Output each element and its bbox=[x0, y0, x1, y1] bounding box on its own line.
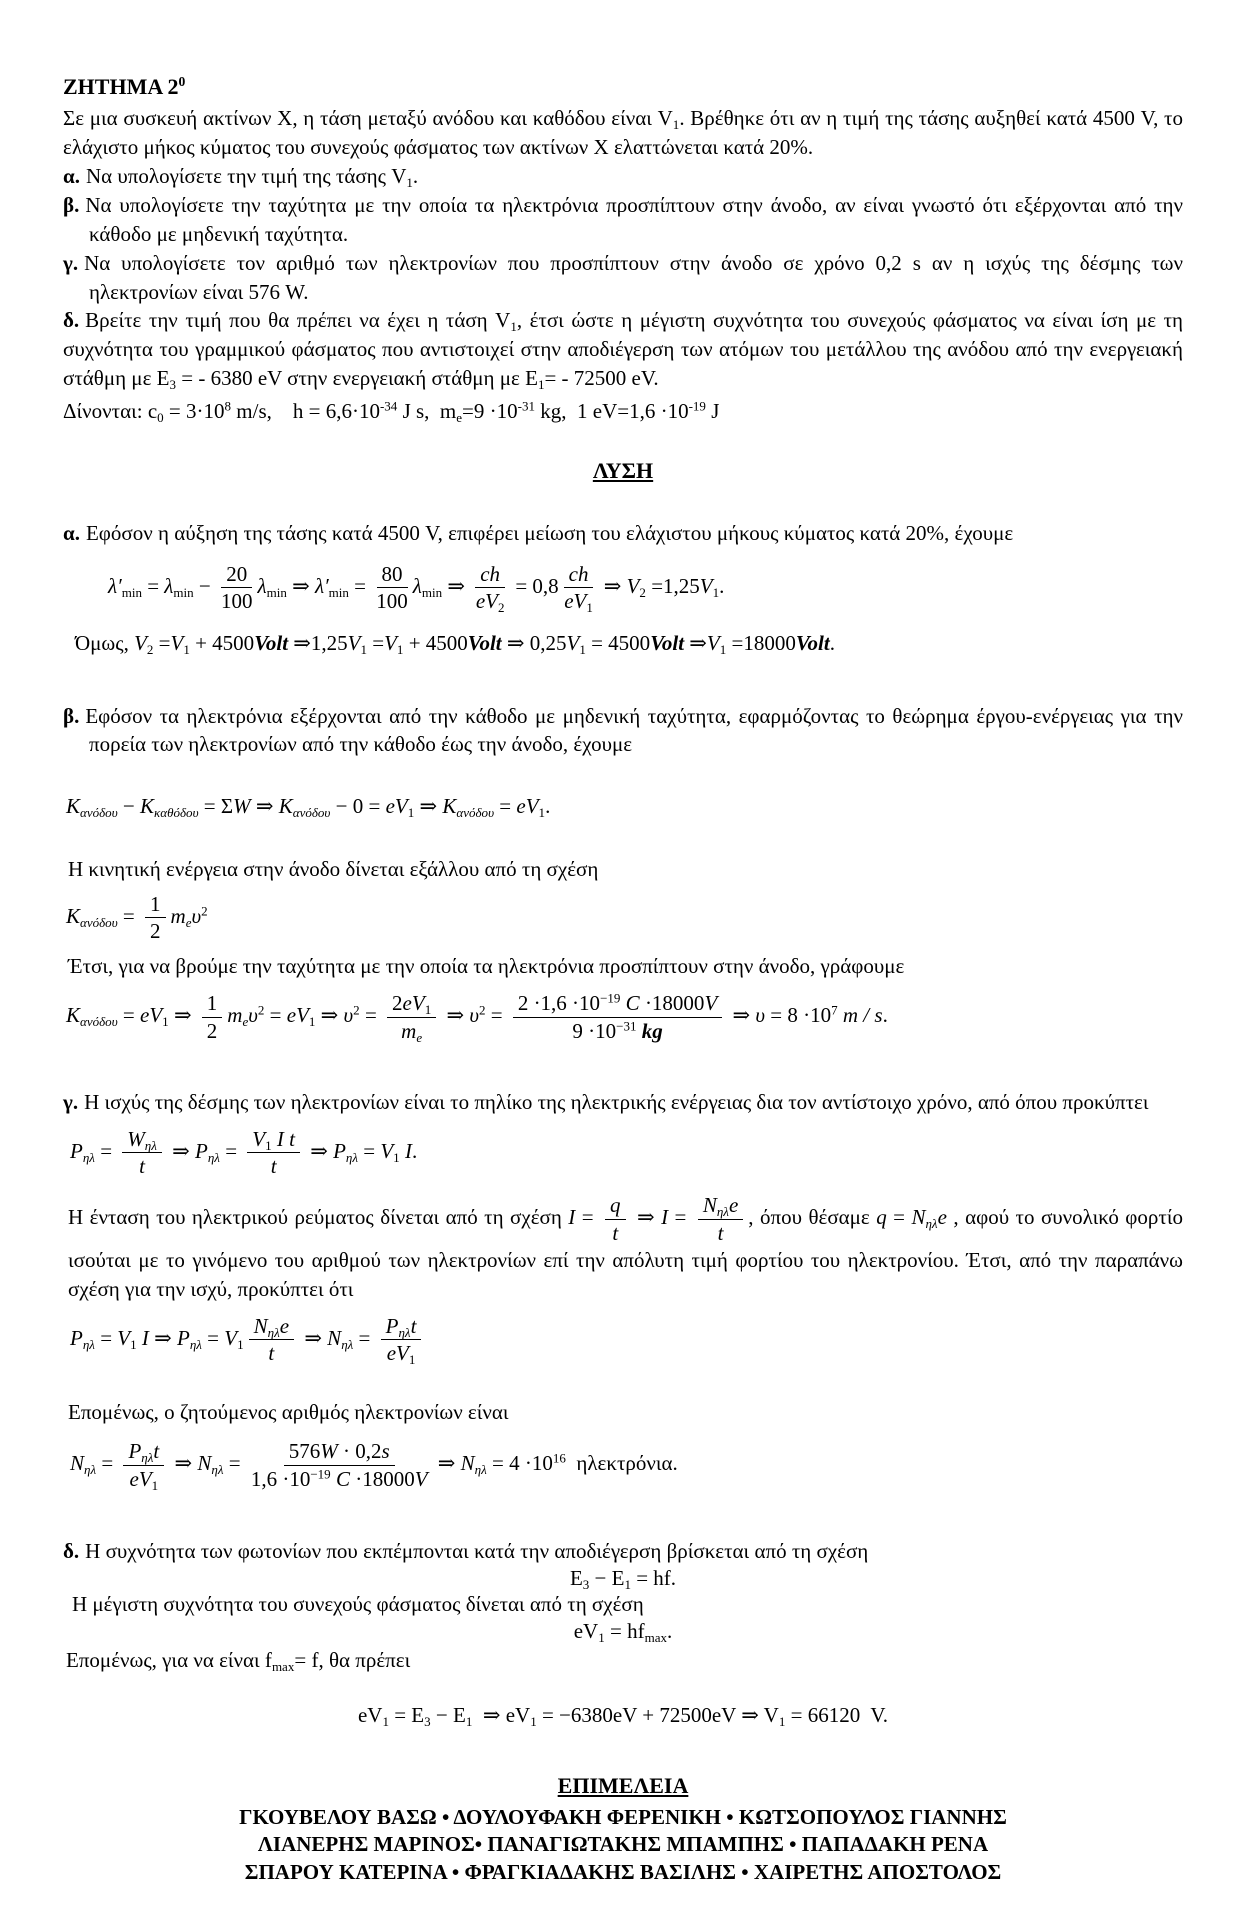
solution-c-text2: Η ένταση του ηλεκτρικού ρεύματος δίνεται από τη σχέση I = $\frac{q}{t}$ ⇒ I = $\frac{N_{\eta\lambda}e}{t}$ , όπου θέσαμε $q = N_{\eta\lambda}e$ , αφού το συνολικό φορτίο ισούται με το γινόμενο του αριθμού των ηλεκτρονίων επί την απόλυτη τιμή φορτίου του ηλεκτρονίου. Έτσι, από την παραπάνω σχέση για την ισχύ, προκύπτει ότι bbox=[68, 1193, 1184, 1301]
item-a-text: Να υπολογίσετε την τιμή της τάσης $V_1$. bbox=[85, 163, 419, 190]
formula-d1: $E_3 - E_1$ = hf. bbox=[569, 1565, 677, 1592]
solution-a-intro bbox=[63, 519, 1183, 548]
solution-b-text2: Η κινητική ενέργεια στην άνοδο δίνεται εξάλλου από τη σχέση bbox=[68, 856, 599, 881]
solution-d-intro bbox=[63, 1538, 1183, 1565]
item-c-label: γ. bbox=[63, 250, 79, 275]
credits-line-2: ΛΙΑΝΕΡΗΣ ΜΑΡΙΝΟΣ• ΠΑΝΑΓΙΩΤΑΚΗΣ ΜΠΑΜΠΗΣ • ΠΑΠΑΔΑΚΗ ΡΕΝΑ bbox=[257, 1832, 989, 1857]
problem-intro: Σε μια συσκευή ακτίνων Χ, η τάση μεταξύ ανόδου και καθόδου είναι $V_1$. Βρέθηκε ότι αν η τιμή της τάσης αυξηθεί κατά 4500 V, το ελάχιστο μήκος κύματος του συνεχούς φάσματος των ακτίνων Χ ελαττώνεται κατά 20%. bbox=[63, 105, 1183, 159]
formula-d3: $eV_1 = E_3 - E_1$ ⇒ $eV_1 = -6380eV + 72500eV$ ⇒ $V_1 = 66120$ V. bbox=[357, 1703, 889, 1730]
solution-d-text: Η συχνότητα των φωτονίων που εκπέμπονται κατά την αποδιέγερση βρίσκεται από τη σχέση bbox=[85, 1538, 869, 1563]
solution-d-text3: Επομένως, για να είναι $f_{max}= f$, θα πρέπει bbox=[66, 1648, 411, 1675]
credits-line-3: ΣΠΑΡΟΥ ΚΑΤΕΡΙΝΑ • ΦΡΑΓΚΙΑΔΑΚΗΣ ΒΑΣΙΛΗΣ • ΧΑΙΡΕΤΗΣ ΑΠΟΣΤΟΛΟΣ bbox=[244, 1860, 1002, 1885]
problem-item-a bbox=[63, 162, 1183, 191]
solution-d-text2: Η μέγιστη συχνότητα του συνεχούς φάσματος δίνεται από τη σχέση bbox=[72, 1592, 644, 1617]
formula-c2: $P_{\eta\lambda} = V_1$ I ⇒ $P_{\eta\lambda} = V_1$ $\frac{N_{\eta\lambda}e}{t}$ ⇒ $N_{\eta\lambda}$ = $\frac{P_{\eta\lambda}t}{eV_1}$ bbox=[70, 1314, 1183, 1367]
item-b-text: Να υπολογίσετε την ταχύτητα με την οποία τα ηλεκτρόνια προσπίπτουν στην άνοδο, αν είναι γνωστό ότι εξέρχονται από την κάθοδο με μηδενική ταχύτητα. bbox=[85, 192, 1183, 246]
formula-a2: Όμως, $V_2 =V_1$ + 4500Volt $\Rightarrow 1,25V_1 =V_1$ + 4500Volt ⇒ $0,25V_1$ = 4500Volt $\Rightarrow V_1$ =18000Volt. bbox=[75, 631, 835, 658]
solution-b-text3: Έτσι, για να βρούμε την ταχύτητα με την οποία τα ηλεκτρόνια προσπίπτουν στην άνοδο, γράφουμε bbox=[68, 954, 905, 979]
problem-item-d bbox=[63, 306, 1183, 393]
item-a-label: α. bbox=[63, 163, 80, 188]
given-values: Δίνονται: $c_0 = 3\cdot 10^8$ m/s, $h = 6,6\cdot 10^{-34}$ J s, $m_e=9 \cdot 10^{-31}$ kg, 1 $eV=1,6 \cdot 10^{-19}$ J bbox=[63, 398, 720, 426]
formula-c3: $N_{\eta\lambda}$ = $\frac{P_{\eta\lambda}t}{eV_1}$ ⇒ $N_{\eta\lambda}$ = $\frac{576W \cdot 0,2s}{1,6 \cdot 10^{-19} C \cdot 18000V}$ ⇒ $N_{\eta\lambda} = 4 \cdot 10^{16}$ ηλεκτρόνια. bbox=[70, 1439, 678, 1494]
item-d-text: Βρείτε την τιμή που θα πρέπει να έχει η τάση $V_1$, έτσι ώστε η μέγιστη συχνότητα του συνεχούς φάσματος να είναι ίση με τη συχνότητα του γραμμικού φάσματος που αντιστοιχεί στην αποδιέγερση των ατόμων του μετάλλου της ανόδου από την ενεργειακή στάθμη με $E_3$ = - 6380 eV στην ενεργειακή στάθμη με $E_1= - 72500$ eV. bbox=[63, 308, 1183, 393]
credits-line-1: ΓΚΟΥΒΕΛΟΥ ΒΑΣΩ • ΔΟΥΛΟΥΦΑΚΗ ΦΕΡΕΝΙΚΗ • ΚΩΤΣΟΠΟΥΛΟΣ ΓΙΑΝΝΗΣ bbox=[239, 1804, 1007, 1829]
solution-c-intro bbox=[63, 1088, 1183, 1117]
formula-d2: $eV_1 = hf_{max}$. bbox=[573, 1619, 673, 1646]
solution-b-label: β. bbox=[63, 703, 80, 728]
page-title: ΖΗΤΗΜΑ $2^0$ bbox=[63, 74, 186, 99]
solution-c-label: γ. bbox=[63, 1089, 79, 1114]
solution-c-text3: Επομένως, ο ζητούμενος αριθμός ηλεκτρονίων είναι bbox=[68, 1400, 509, 1425]
solution-a-label: α. bbox=[63, 520, 80, 545]
item-b-label: β. bbox=[63, 192, 80, 217]
formula-b1: $K_{\alpha\nu ό\delta o\upsilon} - K_{\kappa\alpha\theta ό\delta o\upsilon} = \Sigma W$ ⇒ $K_{\alpha\nu ό\delta o\upsilon} - 0 = eV_1$ ⇒ $K_{\alpha\nu ό\delta o\upsilon} = eV_1$. bbox=[66, 794, 551, 821]
credits-heading: ΕΠΙΜΕΛΕΙΑ bbox=[557, 1773, 689, 1799]
item-d-label: δ. bbox=[63, 308, 80, 333]
solution-c-text: Η ισχύς της δέσμης των ηλεκτρονίων είναι το πηλίκο της ηλεκτρικής ενέργειας δια τον αντίστοιχο χρόνο, από όπου προκύπτει bbox=[84, 1089, 1149, 1114]
problem-item-c bbox=[63, 249, 1183, 307]
item-c-text: Να υπολογίσετε τον αριθμό των ηλεκτρονίων που προσπίπτουν στην άνοδο σε χρόνο 0,2 s αν η ισχύς της δέσμης των ηλεκτρονίων είναι 576 W. bbox=[84, 250, 1183, 304]
formula-c1: $P_{\eta\lambda}$ = $\frac{W_{\eta\lambda}}{t}$ ⇒ $P_{\eta\lambda}$ = $\frac{V_1 I t}{t}$ ⇒ $P_{\eta\lambda} = V_1$ I. bbox=[70, 1126, 418, 1179]
solution-b-text: Εφόσον τα ηλεκτρόνια εξέρχονται από την κάθοδο με μηδενική ταχύτητα, εφαρμόζοντας το θεώρημα έργου-ενέργειας για την πορεία των ηλεκτρονίων από την κάθοδο έως την άνοδο, έχουμε bbox=[85, 703, 1183, 757]
solution-b-intro bbox=[63, 702, 1183, 760]
formula-b2: $K_{\alpha\nu ό\delta o\upsilon}$ = $\frac{1}{2}$ $m_e\upsilon^2$ bbox=[66, 891, 208, 944]
solution-a-text: Εφόσον η αύξηση της τάσης κατά 4500 V, επιφέρει μείωση του ελάχιστου μήκους κύματος κατά 20%, έχουμε bbox=[85, 520, 1014, 545]
problem-item-b bbox=[63, 191, 1183, 249]
solution-heading: ΛΥΣΗ bbox=[592, 458, 654, 484]
formula-a1: $\lambda'_{min} = \lambda_{min}$ − $\frac{20}{100}$ $\lambda_{min}$ ⇒ $\lambda'_{min}$ = $\frac{80}{100}$ $\lambda_{min}$ ⇒ $\frac{ch}{eV_2}$ = 0,8 $\frac{ch}{eV_1}$ ⇒ $V_2 =1,25V_1$. bbox=[108, 561, 725, 616]
formula-b3: $K_{\alpha\nu ό\delta o\upsilon} = eV_1$ ⇒ $\frac{1}{2}$ $m_e\upsilon^2 = eV_1$ ⇒ $\upsilon^2$ = $\frac{2eV_1}{m_e}$ ⇒ $\upsilon^2$ = $\frac{2 \cdot 1,6 \cdot 10^{-19} C \cdot 18000V}{9 \cdot 10^{-31} kg}$ ⇒ $\upsilon = 8 \cdot 10^7$ m / s. bbox=[66, 990, 888, 1046]
solution-d-label: δ. bbox=[63, 1538, 80, 1563]
